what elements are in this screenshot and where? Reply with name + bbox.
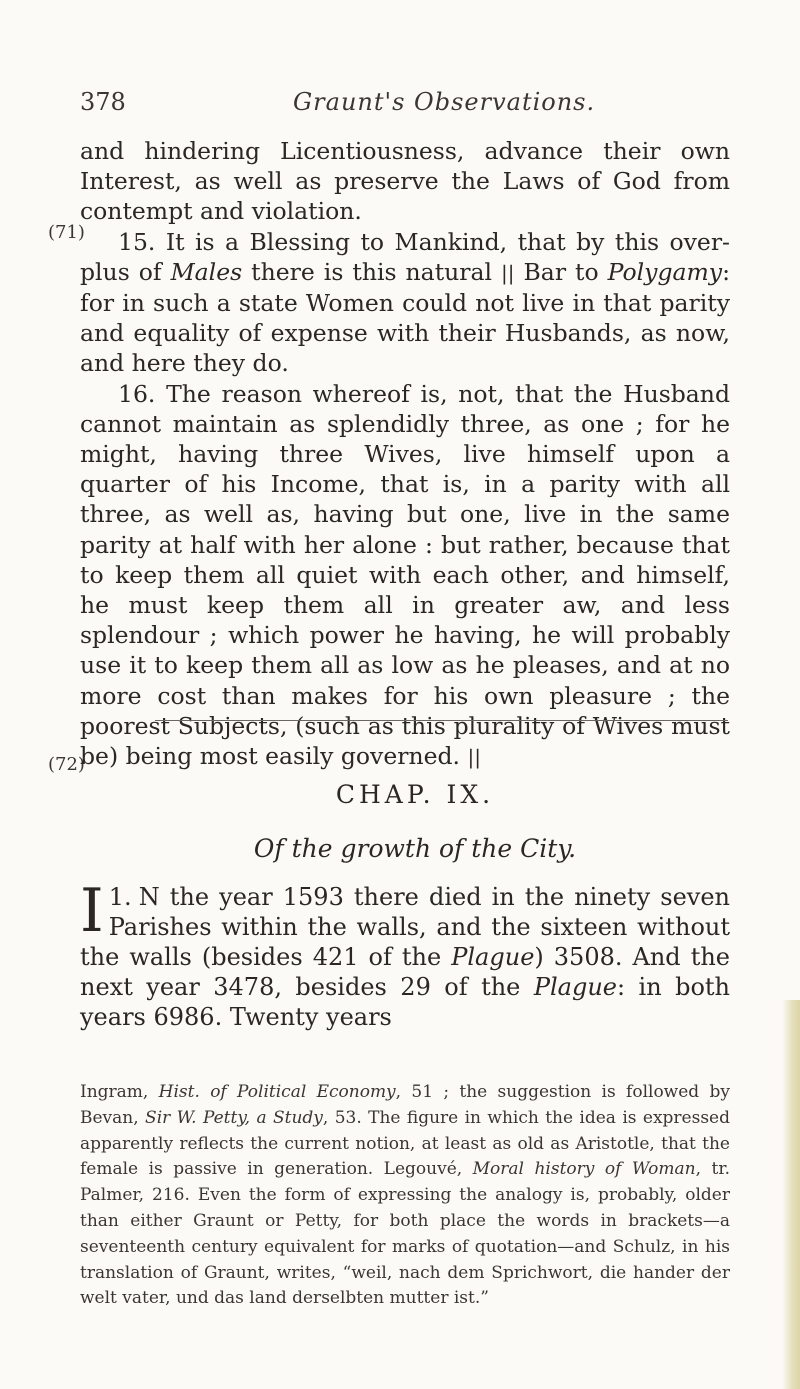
emphasis-polygamy: Polygamy [607, 257, 723, 286]
page-header [0, 88, 800, 124]
emphasis-plague: Plague [451, 943, 535, 971]
chapter-heading: CHAP. IX. [335, 780, 495, 809]
edition-separator: || [467, 745, 481, 770]
section-14-end: and hindering Licentiousness, advance their own Interest, as well as preserve the Laws of God from contempt and violation. [80, 137, 730, 226]
section-divider [155, 720, 728, 721]
drop-cap: I [80, 876, 104, 946]
section-16: 16. The reason whereof is, not, that the Husband cannot maintain as splendidly three, as one ; for he might, having three Wives, live himself upon a quarter of his Income, that is, in a parity with all three, as well as, having but one, live in the same parity at half with her alone : but rather, because that to keep them all quiet with each other, and himself, he must keep them all in greater aw, and less splendour ; which power he having, he will probably use it to keep them all as low as he pleases, and at no more cost than makes for his own pleasure ; the poorest Subjects, (such as this plurality of Wives must be) being most easily governed. || [80, 379, 730, 771]
chapter-text [80, 876, 731, 1032]
section-number: 1. [108, 883, 132, 911]
main-text [80, 136, 730, 772]
margin-note-71: (71) [48, 222, 85, 243]
section-number: 15. [118, 227, 156, 256]
edition-separator: || [501, 260, 515, 285]
section-number: 16. [118, 379, 156, 408]
footnote: Ingram, Hist. of Political Economy, 51 ; the suggestion is followed by Bevan, Sir W. Petty, a Study, 53. The figure in which the idea is expressed apparently reflects the current notion, at least as old as Aristotle, that the female is passive in generation. Legouvé, Moral history of Woman, tr. Palmer, 216. Even the form of expressing the analogy is, probably, older than either Graunt or Petty, for both place the words in brackets—a seventeenth century equivalent for marks of quotation—and Schulz, in his translation of Graunt, writes, “weil, nach dem Sprichwort, die hander der welt vater, und das land derselbten mutter ist.” [80, 1082, 730, 1309]
page-edge-shadow [782, 1000, 800, 1389]
chapter-section-1: 1. I N the year 1593 there died in the ninety seven Parishes within the walls, and the sixteen without the walls (besides 421 of the Plague) 3508. And the next year 3478, besides 29 of the Plague: in both years 6986. Twenty years [80, 876, 731, 1031]
chapter-subtitle: Of the growth of the City. [253, 834, 577, 863]
section-15: 15. It is a Blessing to Mankind, that by this over-plus of Males there is this natural || Bar to Polygamy: for in such a state Women could not live in that parity and equality of expense with their Husbands, as now, and here they do. [80, 227, 730, 378]
running-title: Graunt's Observations. [293, 88, 596, 116]
emphasis-males: Males [170, 257, 243, 286]
margin-note-72: (72) [48, 754, 85, 775]
emphasis-plague: Plague [533, 973, 617, 1001]
page-number: 378 [80, 88, 126, 116]
